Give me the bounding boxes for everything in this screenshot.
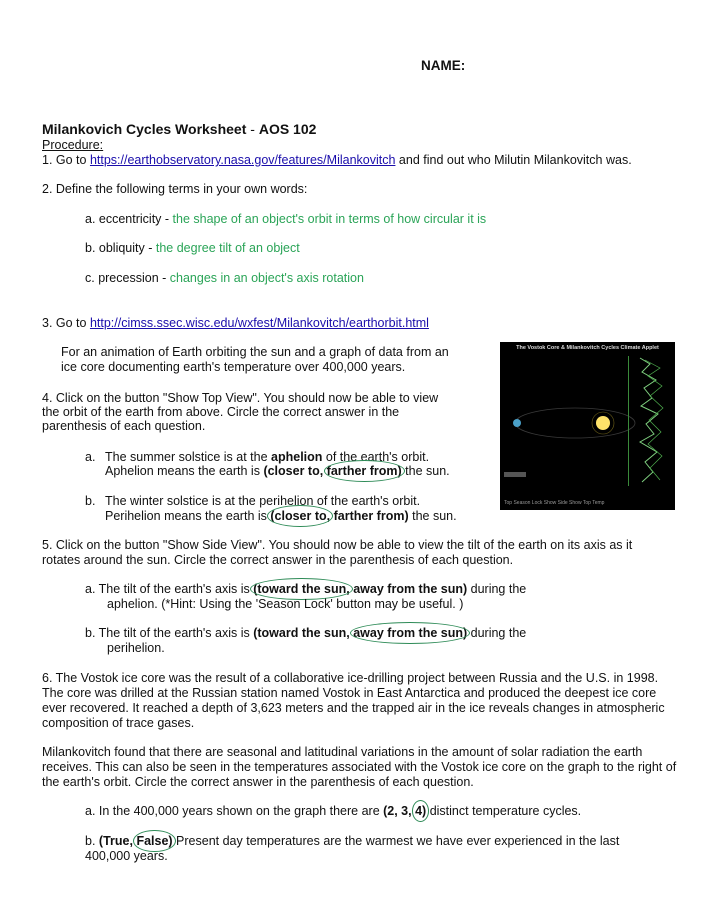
q4b-number: b.: [85, 494, 96, 508]
q5a-line2: aphelion. (*Hint: Using the 'Season Lock' button may be useful. ): [107, 597, 464, 611]
name-label: NAME:: [421, 58, 466, 73]
q4a-circled-answer: farther from): [326, 464, 402, 478]
question-4-line3: parenthesis of each question.: [42, 419, 206, 433]
q4b-line2: Perihelion means the earth is (closer to, farther from) the sun.: [105, 509, 457, 523]
cimss-link[interactable]: http://cimss.ssec.wisc.edu/wxfest/Milankovitch/earthorbit.html: [89, 316, 429, 330]
nasa-link[interactable]: https://earthobservatory.nasa.gov/features/Milankovitch: [89, 153, 396, 167]
question-5-line2: rotates around the sun. Circle the correct answer in the parenthesis of each question.: [42, 553, 514, 567]
applet-graphic: [500, 342, 675, 510]
q4a-line2: Aphelion means the earth is (closer to, farther from) the sun.: [105, 464, 450, 478]
term-precession: c. precession - changes in an object's axis rotation: [85, 271, 364, 285]
page-title: Milankovich Cycles Worksheet - AOS 102: [42, 121, 317, 137]
q5b-circled-answer: away from the sun): [353, 626, 468, 640]
procedure-heading: Procedure:: [42, 138, 104, 152]
sun-icon: [596, 416, 610, 430]
earth-icon: [513, 419, 521, 427]
question-3-line1: For an animation of Earth orbiting the sun and a graph of data from an: [61, 345, 449, 359]
applet-screenshot: [500, 342, 675, 510]
q4a-number: a.: [85, 450, 96, 464]
question-4-line2: the orbit of the earth from above. Circle the correct answer in the: [42, 405, 400, 419]
q6a-line: a. In the 400,000 years shown on the graph there are (2, 3, 4) distinct temperature cycles.: [85, 804, 582, 818]
q5b-line2: perihelion.: [107, 641, 165, 655]
answer-precession: changes in an object's axis rotation: [169, 271, 364, 285]
question-4-line1: 4. Click on the button "Show Top View". You should now be able to view: [42, 391, 439, 405]
question-2-prompt: 2. Define the following terms in your own words:: [42, 182, 308, 196]
q5a-circled-answer: (toward the sun,: [253, 582, 350, 596]
question-3: 3. Go to http://cimss.ssec.wisc.edu/wxfest/Milankovitch/earthorbit.html: [42, 316, 429, 330]
answer-obliquity: the degree tilt of an object: [155, 241, 300, 255]
q6b-line2: 400,000 years.: [85, 849, 168, 863]
q4b-line1: The winter solstice is at the perihelion of the earth's orbit.: [105, 494, 421, 508]
q5a-line1: a. The tilt of the earth's axis is (toward the sun, away from the sun) during the: [85, 582, 527, 596]
question-5-line1: 5. Click on the button "Show Side View". You should now be able to view the tilt of the earth on its axis as it: [42, 538, 633, 552]
term-obliquity: b. obliquity - the degree tilt of an object: [85, 241, 300, 255]
q4a-line1: The summer solstice is at the aphelion of the earth's orbit.: [105, 450, 430, 464]
question-3-line2: ice core documenting earth's temperature over 400,000 years.: [61, 360, 406, 374]
q6b-line1: b. (True, False) Present day temperatures are the warmest we have ever experienced in the last: [85, 834, 620, 848]
answer-eccentricity: the shape of an object's orbit in terms of how circular it is: [172, 212, 487, 226]
applet-buttons: Top Season Lock Show Side Show Top Temp: [504, 500, 605, 506]
q5b-line1: b. The tilt of the earth's axis is (toward the sun, away from the sun) during the: [85, 626, 527, 640]
applet-title: The Vostok Core & Milankovitch Cycles Climate Applet: [516, 345, 659, 351]
q4b-circled-answer: (closer to,: [270, 509, 331, 523]
q6a-circled-answer: 4): [415, 804, 427, 818]
question-1: 1. Go to https://earthobservatory.nasa.gov/features/Milankovitch and find out who Milutin Milankovitch was.: [42, 153, 632, 167]
term-eccentricity: a. eccentricity - the shape of an object's orbit in terms of how circular it is: [85, 212, 487, 226]
question-6-paragraph-1: 6. The Vostok ice core was the result of a collaborative ice-drilling project between Russia and the U.S. in 1998. The core was drilled at the Russian station named Vostok in East Antarctica and produced the deepest ice core ever recovered. It reached a depth of 3,623 meters and the trapped air in the ice reveals changes in atmospheric composition of trace gases.: [42, 671, 665, 730]
question-6-paragraph-2: Milankovitch found that there are seasonal and latitudinal variations in the amount of solar radiation the earth receives. This can also be seen in the temperatures associated with the Vostok ice core on the graph to the right of the earth's orbit. Circle the correct answer in the parenthesis of each question.: [42, 745, 677, 789]
q6b-circled-answer: False): [136, 834, 173, 848]
